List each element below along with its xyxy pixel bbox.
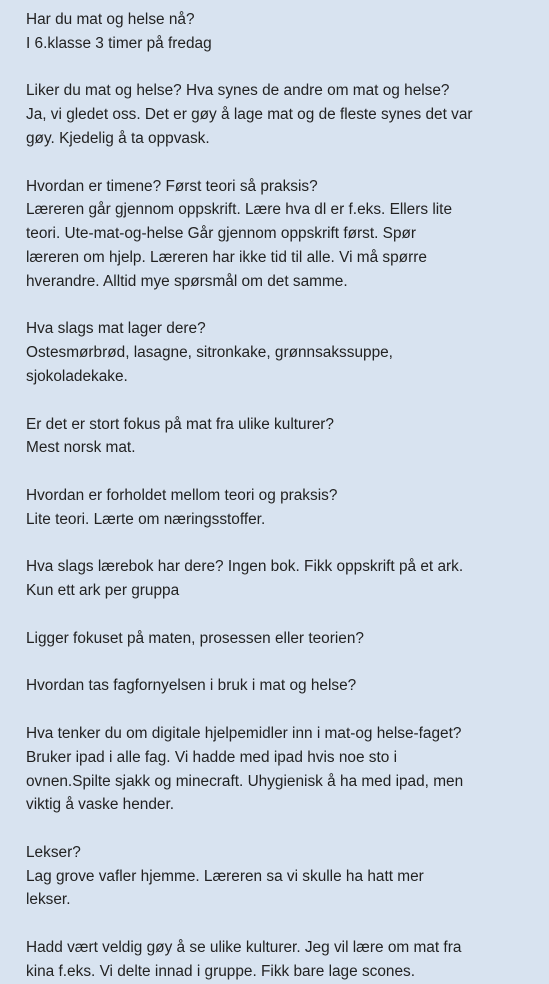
question-line: Hvordan er timene? Først teori så praksis?	[26, 177, 318, 195]
question-line: Liker du mat og helse? Hva synes de andre om mat og helse?	[26, 82, 450, 100]
answer-line: Bruker ipad i alle fag. Vi hadde med ipad hvis noe sto i	[26, 748, 398, 766]
paragraph-likes	[26, 79, 533, 150]
question-line: Ligger fokuset på maten, prosessen eller teorien?	[26, 629, 364, 647]
paragraph-cultures	[26, 413, 533, 461]
paragraph-lessons	[26, 175, 533, 294]
answer-line: ovnen.Spilte sjakk og minecraft. Uhygienisk å ha med ipad, men	[26, 772, 464, 790]
answer-line: Læreren går gjennom oppskrift. Lære hva dl er f.eks. Ellers lite	[26, 201, 453, 219]
answer-line: lekser.	[26, 891, 71, 909]
question-line: Hva slags mat lager dere?	[26, 320, 206, 338]
answer-line: teori. Ute-mat-og-helse Går gjennom oppskrift først. Spør	[26, 225, 417, 243]
paragraph-textbook	[26, 555, 533, 603]
answer-line: Ja, vi gledet oss. Det er gøy å lage mat og de fleste synes det var	[26, 106, 473, 124]
answer-line: Lite teori. Lærte om næringsstoffer.	[26, 510, 266, 528]
paragraph-theory-practice	[26, 484, 533, 532]
answer-line: Kun ett ark per gruppa	[26, 582, 180, 600]
answer-line: viktig å vaske hender.	[26, 796, 175, 814]
answer-line: Mest norsk mat.	[26, 439, 136, 457]
question-line: Lekser?	[26, 843, 81, 861]
answer-line: gøy. Kjedelig å ta oppvask.	[26, 129, 210, 147]
answer-line: Ostesmørbrød, lasagne, sitronkake, grønnsakssuppe,	[26, 344, 393, 362]
answer-line: I 6.klasse 3 timer på fredag	[26, 34, 212, 52]
paragraph-current-class	[26, 8, 533, 56]
question-line: Hvordan er forholdet mellom teori og praksis?	[26, 486, 338, 504]
paragraph-homework	[26, 841, 533, 912]
question-line: Hvordan tas fagfornyelsen i bruk i mat og helse?	[26, 677, 357, 695]
answer-line: læreren om hjelp. Læreren har ikke tid til alle. Vi må spørre	[26, 248, 427, 266]
answer-line: hverandre. Alltid mye spørsmål om det samme.	[26, 272, 348, 290]
answer-line: kina f.eks. Vi delte innad i gruppe. Fikk bare lage scones.	[26, 962, 415, 980]
question-line: Er det er stort fokus på mat fra ulike kulturer?	[26, 415, 334, 433]
answer-line: sjokoladekake.	[26, 367, 128, 385]
paragraph-curriculum-reform	[26, 674, 533, 698]
paragraph-focus	[26, 627, 533, 651]
answer-line: Hadd vært veldig gøy å se ulike kulturer. Jeg vil lære om mat fra	[26, 939, 462, 957]
question-line: Har du mat og helse nå?	[26, 11, 195, 28]
answer-line: Lag grove vafler hjemme. Læreren sa vi skulle ha hatt mer	[26, 867, 424, 885]
paragraph-digital-tools	[26, 722, 533, 817]
question-line: Hva tenker du om digitale hjelpemidler inn i mat-og helse-faget?	[26, 724, 462, 742]
question-line: Hva slags lærebok har dere? Ingen bok. Fikk oppskrift på et ark.	[26, 558, 464, 576]
paragraph-food-types	[26, 317, 533, 388]
